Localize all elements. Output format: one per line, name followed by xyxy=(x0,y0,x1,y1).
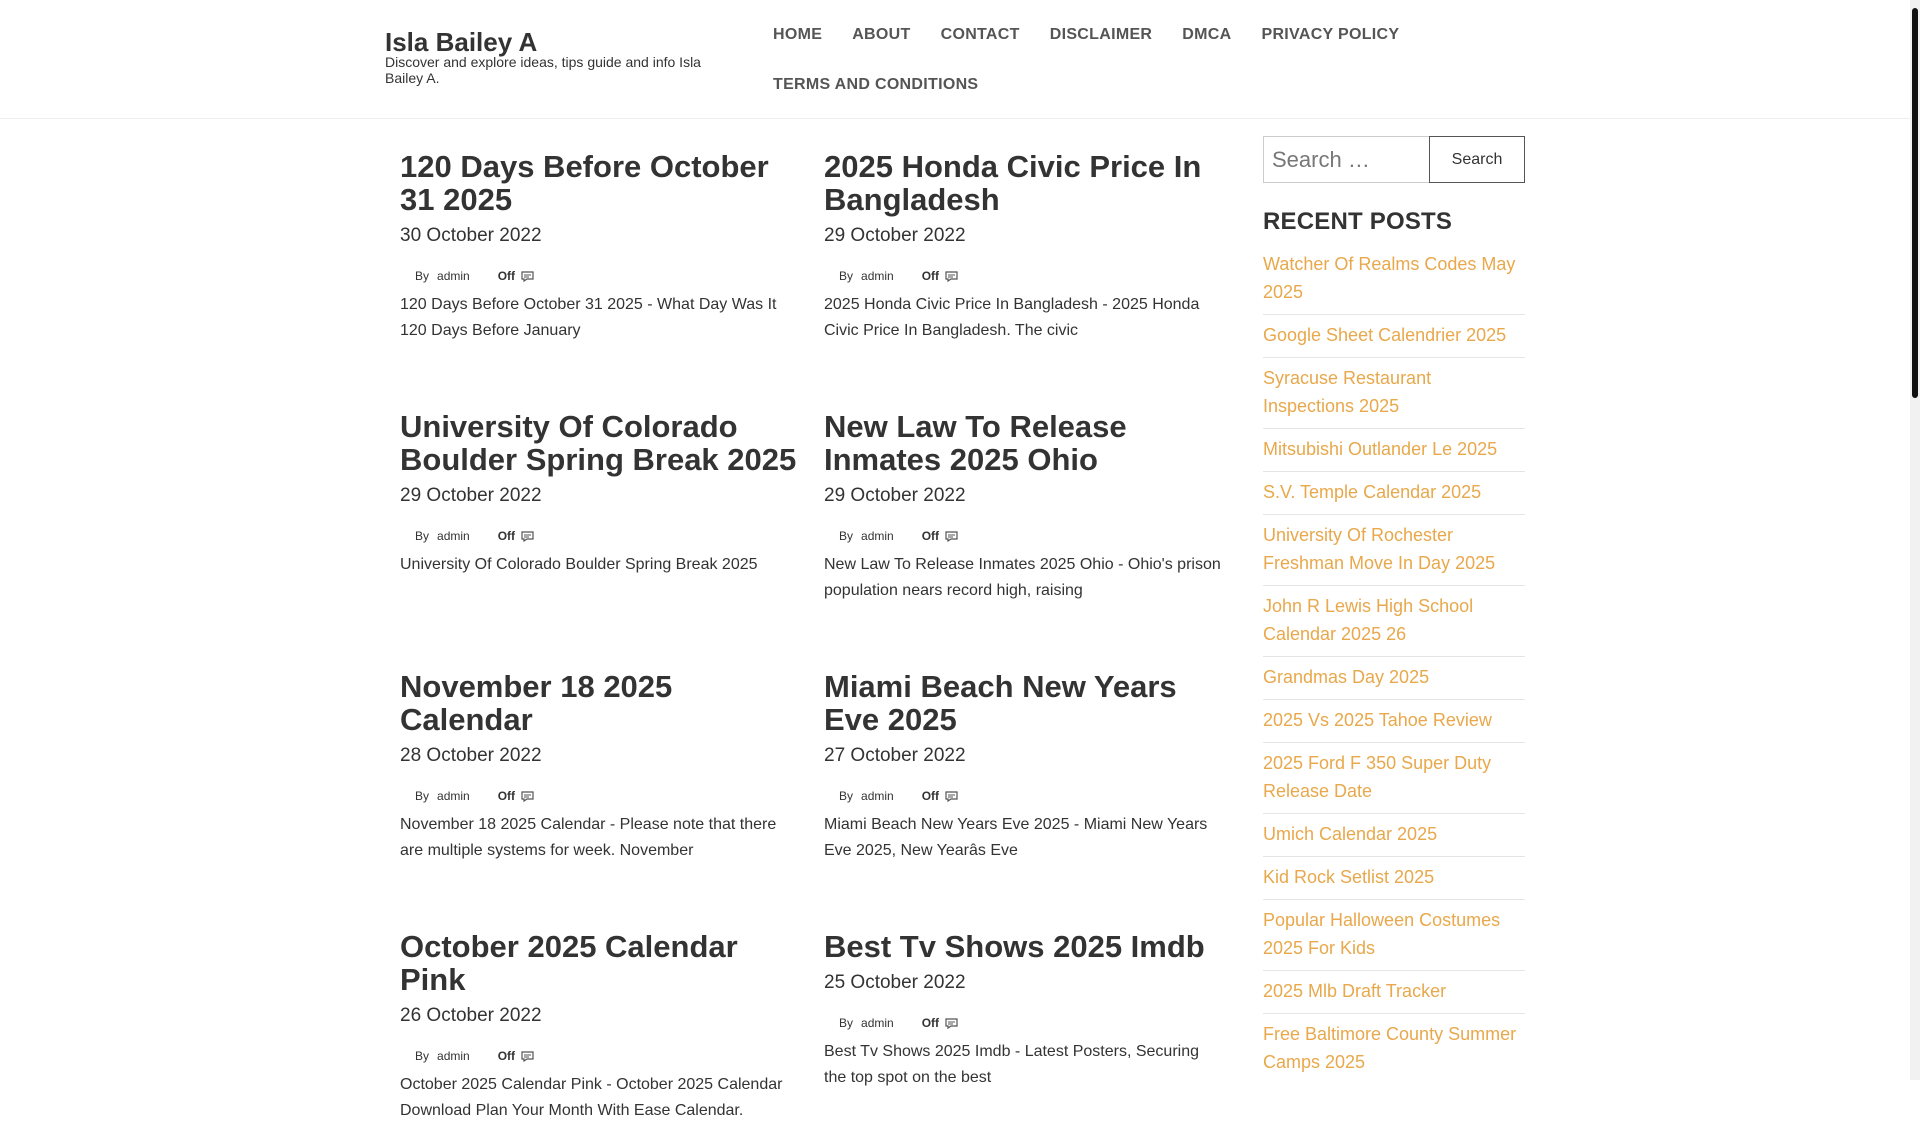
nav-home[interactable]: HOME xyxy=(773,26,823,43)
post-meta xyxy=(824,268,1224,284)
post-title[interactable]: October 2025 Calendar Pink xyxy=(400,929,738,997)
post-by-label: By xyxy=(415,1049,430,1063)
post-author-link[interactable]: admin xyxy=(437,789,470,803)
post-by-label: By xyxy=(839,1016,854,1030)
search-button[interactable]: Search xyxy=(1429,136,1525,183)
recent-post-link[interactable]: Grandmas Day 2025 xyxy=(1263,657,1525,700)
post-title[interactable]: 2025 Honda Civic Price In Bangladesh xyxy=(824,149,1202,217)
recent-post-link[interactable]: Watcher Of Realms Codes May 2025 xyxy=(1263,244,1525,315)
recent-post-link[interactable]: S.V. Temple Calendar 2025 xyxy=(1263,472,1525,515)
post-excerpt: Miami Beach New Years Eve 2025 - Miami New Years Eve 2025, New Yearâs Eve xyxy=(824,816,1208,859)
post-excerpt: New Law To Release Inmates 2025 Ohio - Ohio's prison population nears record high, raising xyxy=(824,556,1221,599)
recent-post-link[interactable]: Mitsubishi Outlander Le 2025 xyxy=(1263,429,1525,472)
post-card xyxy=(400,670,800,864)
recent-post-link[interactable]: 2025 Ford F 350 Super Duty Release Date xyxy=(1263,743,1525,814)
post-title[interactable]: University Of Colorado Boulder Spring Break 2025 xyxy=(400,409,797,477)
post-author-link[interactable]: admin xyxy=(861,1016,894,1030)
recent-post-link[interactable]: Popular Halloween Costumes 2025 For Kids xyxy=(1263,900,1525,971)
search-input[interactable] xyxy=(1263,136,1429,183)
post-by-label: By xyxy=(415,529,430,543)
recent-posts-heading: RECENT POSTS xyxy=(1263,208,1453,235)
post-meta xyxy=(824,528,1224,544)
recent-post-link[interactable]: Free Baltimore County Summer Camps 2025 xyxy=(1263,1024,1517,1072)
post-comments-status: Off xyxy=(497,1049,516,1063)
post-comments-status: Off xyxy=(921,529,940,543)
recent-posts-list xyxy=(1263,244,1525,1084)
post-by-label: By xyxy=(839,269,854,283)
post-author-link[interactable]: admin xyxy=(861,789,894,803)
main-nav xyxy=(758,0,1528,100)
comment-icon xyxy=(945,271,958,282)
post-meta xyxy=(400,268,800,284)
recent-post-link[interactable]: University Of Rochester Freshman Move In Day 2025 xyxy=(1263,515,1525,586)
post-card xyxy=(400,410,800,578)
comment-icon xyxy=(521,1051,534,1062)
comment-icon xyxy=(521,271,534,282)
post-card xyxy=(824,410,1224,604)
post-excerpt: University Of Colorado Boulder Spring Break 2025 xyxy=(400,556,758,573)
post-title[interactable]: 120 Days Before October 31 2025 xyxy=(400,149,769,217)
post-excerpt: November 18 2025 Calendar - Please note that there are multiple systems for week. November xyxy=(400,816,777,859)
post-by-label: By xyxy=(415,789,430,803)
post-title[interactable]: New Law To Release Inmates 2025 Ohio xyxy=(824,409,1127,477)
site-header xyxy=(0,0,1910,119)
site-description: Discover and explore ideas, tips guide and info Isla Bailey A. xyxy=(385,54,701,86)
comment-icon xyxy=(945,531,958,542)
nav-contact[interactable]: CONTACT xyxy=(940,26,1020,43)
post-author-link[interactable]: admin xyxy=(437,529,470,543)
comment-icon xyxy=(945,1018,958,1029)
post-date: 29 October 2022 xyxy=(824,225,966,246)
post-date: 30 October 2022 xyxy=(400,225,542,246)
recent-post-link[interactable]: 2025 Vs 2025 Tahoe Review xyxy=(1263,700,1525,743)
post-by-label: By xyxy=(415,269,430,283)
post-excerpt: Best Tv Shows 2025 Imdb - Latest Posters, Securing the top spot on the best xyxy=(824,1043,1199,1086)
recent-post-link[interactable]: Syracuse Restaurant Inspections 2025 xyxy=(1263,358,1525,429)
post-date: 29 October 2022 xyxy=(824,485,966,506)
post-author-link[interactable]: admin xyxy=(861,529,894,543)
nav-privacy-policy[interactable]: PRIVACY POLICY xyxy=(1261,26,1400,43)
post-title[interactable]: Miami Beach New Years Eve 2025 xyxy=(824,669,1177,737)
post-by-label: By xyxy=(839,529,854,543)
page-scrollbar[interactable] xyxy=(1910,0,1920,1080)
post-meta xyxy=(824,1015,1224,1031)
post-title[interactable]: November 18 2025 Calendar xyxy=(400,669,673,737)
post-card xyxy=(824,670,1224,864)
post-comments-status: Off xyxy=(497,789,516,803)
nav-dmca[interactable]: DMCA xyxy=(1182,26,1232,43)
post-title[interactable]: Best Tv Shows 2025 Imdb xyxy=(824,929,1205,964)
sidebar xyxy=(1263,136,1525,1084)
site-title[interactable]: Isla Bailey A xyxy=(385,27,538,57)
recent-post-link[interactable]: Kid Rock Setlist 2025 xyxy=(1263,857,1525,900)
post-by-label: By xyxy=(839,789,854,803)
nav-disclaimer[interactable]: DISCLAIMER xyxy=(1049,26,1153,43)
post-date: 29 October 2022 xyxy=(400,485,542,506)
post-date: 27 October 2022 xyxy=(824,745,966,766)
comment-icon xyxy=(521,531,534,542)
post-card xyxy=(824,930,1224,1091)
post-comments-status: Off xyxy=(497,529,516,543)
post-author-link[interactable]: admin xyxy=(861,269,894,283)
post-meta xyxy=(824,788,1224,804)
post-author-link[interactable]: admin xyxy=(437,1049,470,1063)
post-date: 26 October 2022 xyxy=(400,1005,542,1026)
post-comments-status: Off xyxy=(921,269,940,283)
recent-post-link[interactable]: John R Lewis High School Calendar 2025 26 xyxy=(1263,586,1525,657)
post-excerpt: 120 Days Before October 31 2025 - What Day Was It 120 Days Before January xyxy=(400,296,777,339)
post-card xyxy=(824,150,1224,344)
search-form xyxy=(1263,136,1525,183)
post-date: 25 October 2022 xyxy=(824,972,966,993)
recent-post-link[interactable]: 2025 Mlb Draft Tracker xyxy=(1263,971,1525,1014)
post-card xyxy=(400,150,800,344)
post-meta xyxy=(400,1048,800,1064)
post-meta xyxy=(400,528,800,544)
nav-about[interactable]: ABOUT xyxy=(852,26,911,43)
scrollbar-thumb[interactable] xyxy=(1912,8,1918,398)
recent-post-link[interactable]: Umich Calendar 2025 xyxy=(1263,814,1525,857)
post-excerpt: October 2025 Calendar Pink - October 2025 Calendar Download Plan Your Month With Ease Calendar. xyxy=(400,1076,783,1119)
post-card xyxy=(400,930,800,1124)
comment-icon xyxy=(521,791,534,802)
recent-post-link[interactable]: Google Sheet Calendrier 2025 xyxy=(1263,315,1525,358)
post-comments-status: Off xyxy=(921,1016,940,1030)
post-comments-status: Off xyxy=(497,269,516,283)
post-date: 28 October 2022 xyxy=(400,745,542,766)
post-author-link[interactable]: admin xyxy=(437,269,470,283)
post-comments-status: Off xyxy=(921,789,940,803)
post-excerpt: 2025 Honda Civic Price In Bangladesh - 2025 Honda Civic Price In Bangladesh. The civic xyxy=(824,296,1200,339)
post-meta xyxy=(400,788,800,804)
nav-terms-and-conditions[interactable]: TERMS AND CONDITIONS xyxy=(773,76,979,93)
comment-icon xyxy=(945,791,958,802)
